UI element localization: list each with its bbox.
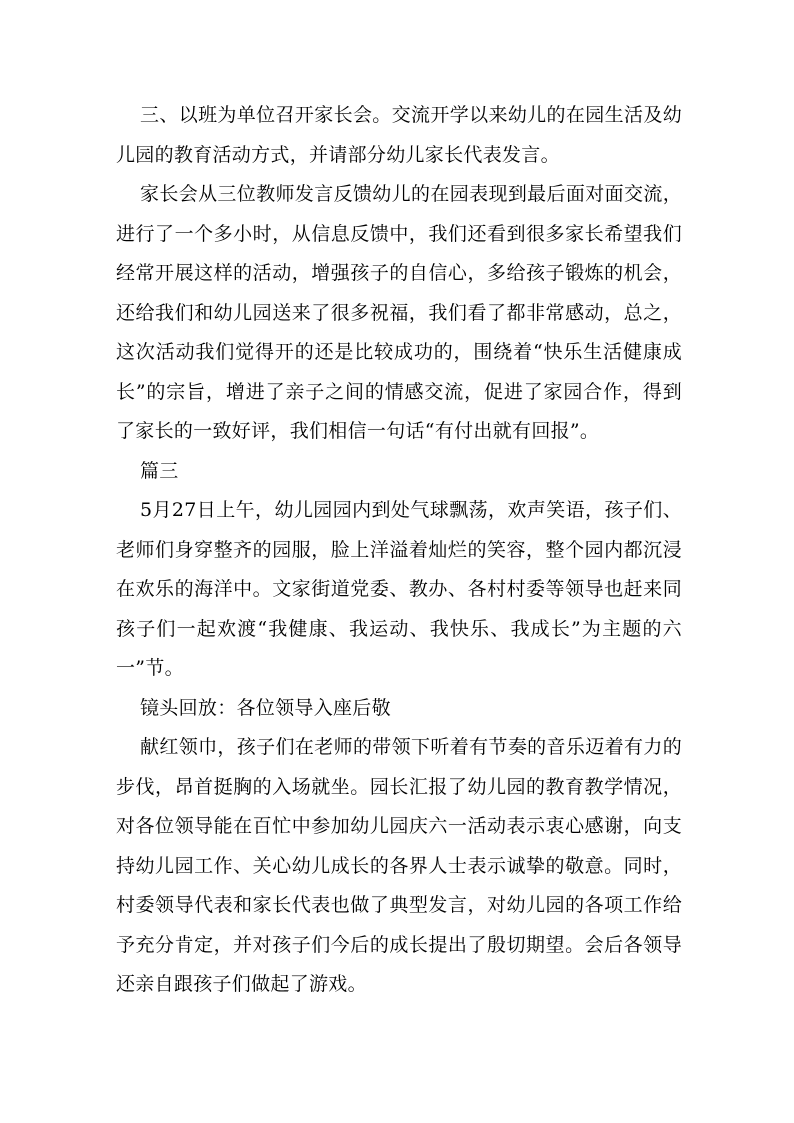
section-heading: 篇三 [140,459,179,482]
paragraph-replay-heading: 镜头回放：各位领导入座后敬 [140,696,391,719]
paragraph-parent-meeting: 三、以班为单位召开家长会。交流开学以来幼儿的在园生活及幼儿园的教育活动方式，并请部分幼儿家长代表发言。 [116,104,682,166]
paragraph-ceremony: 献红领巾，孩子们在老师的带领下听着有节奏的音乐迈着有力的步伐，昂首挺胸的入场就坐。园长汇报了幼儿园的教育教学情况，对各位领导能在百忙中参加幼儿园庆六一活动表示衷心感谢，向支持幼儿园工作、关心幼儿成长的各界人士表示诚挚的敬意。同时，村委领导代表和家长代表也做了典型发言，对幼儿园的各项工作给予充分肯定，并对孩子们今后的成长提出了殷切期望。会后各领导还亲自跟孩子们做起了游戏。 [116,736,682,995]
paragraph-meeting-summary: 家长会从三位教师发言反馈幼儿的在园表现到最后面对面交流，进行了一个多小时，从信息反馈中，我们还看到很多家长希望我们经常开展这样的活动，增强孩子的自信心，多给孩子锻炼的机会，还给我们和幼儿园送来了很多祝福，我们看了都非常感动，总之，这次活动我们觉得开的还是比较成功的，围绕着“快乐生活健康成长”的宗旨，增进了亲子之间的情感交流，促进了家园合作，得到了家长的一致好评，我们相信一句话“有付出就有回报”。 [116,183,682,442]
document-body [116,96,682,1005]
paragraph-event-intro: 5月27日上午，幼儿园园内到处气球飘荡，欢声笑语，孩子们、老师们身穿整齐的园服，脸上洋溢着灿烂的笑容，整个园内都沉浸在欢乐的海洋中。文家街道党委、教办、各村村委等领导也赶来同孩子们一起欢渡“我健康、我运动、我快乐、我成长”为主题的六一”节。 [116,499,682,679]
